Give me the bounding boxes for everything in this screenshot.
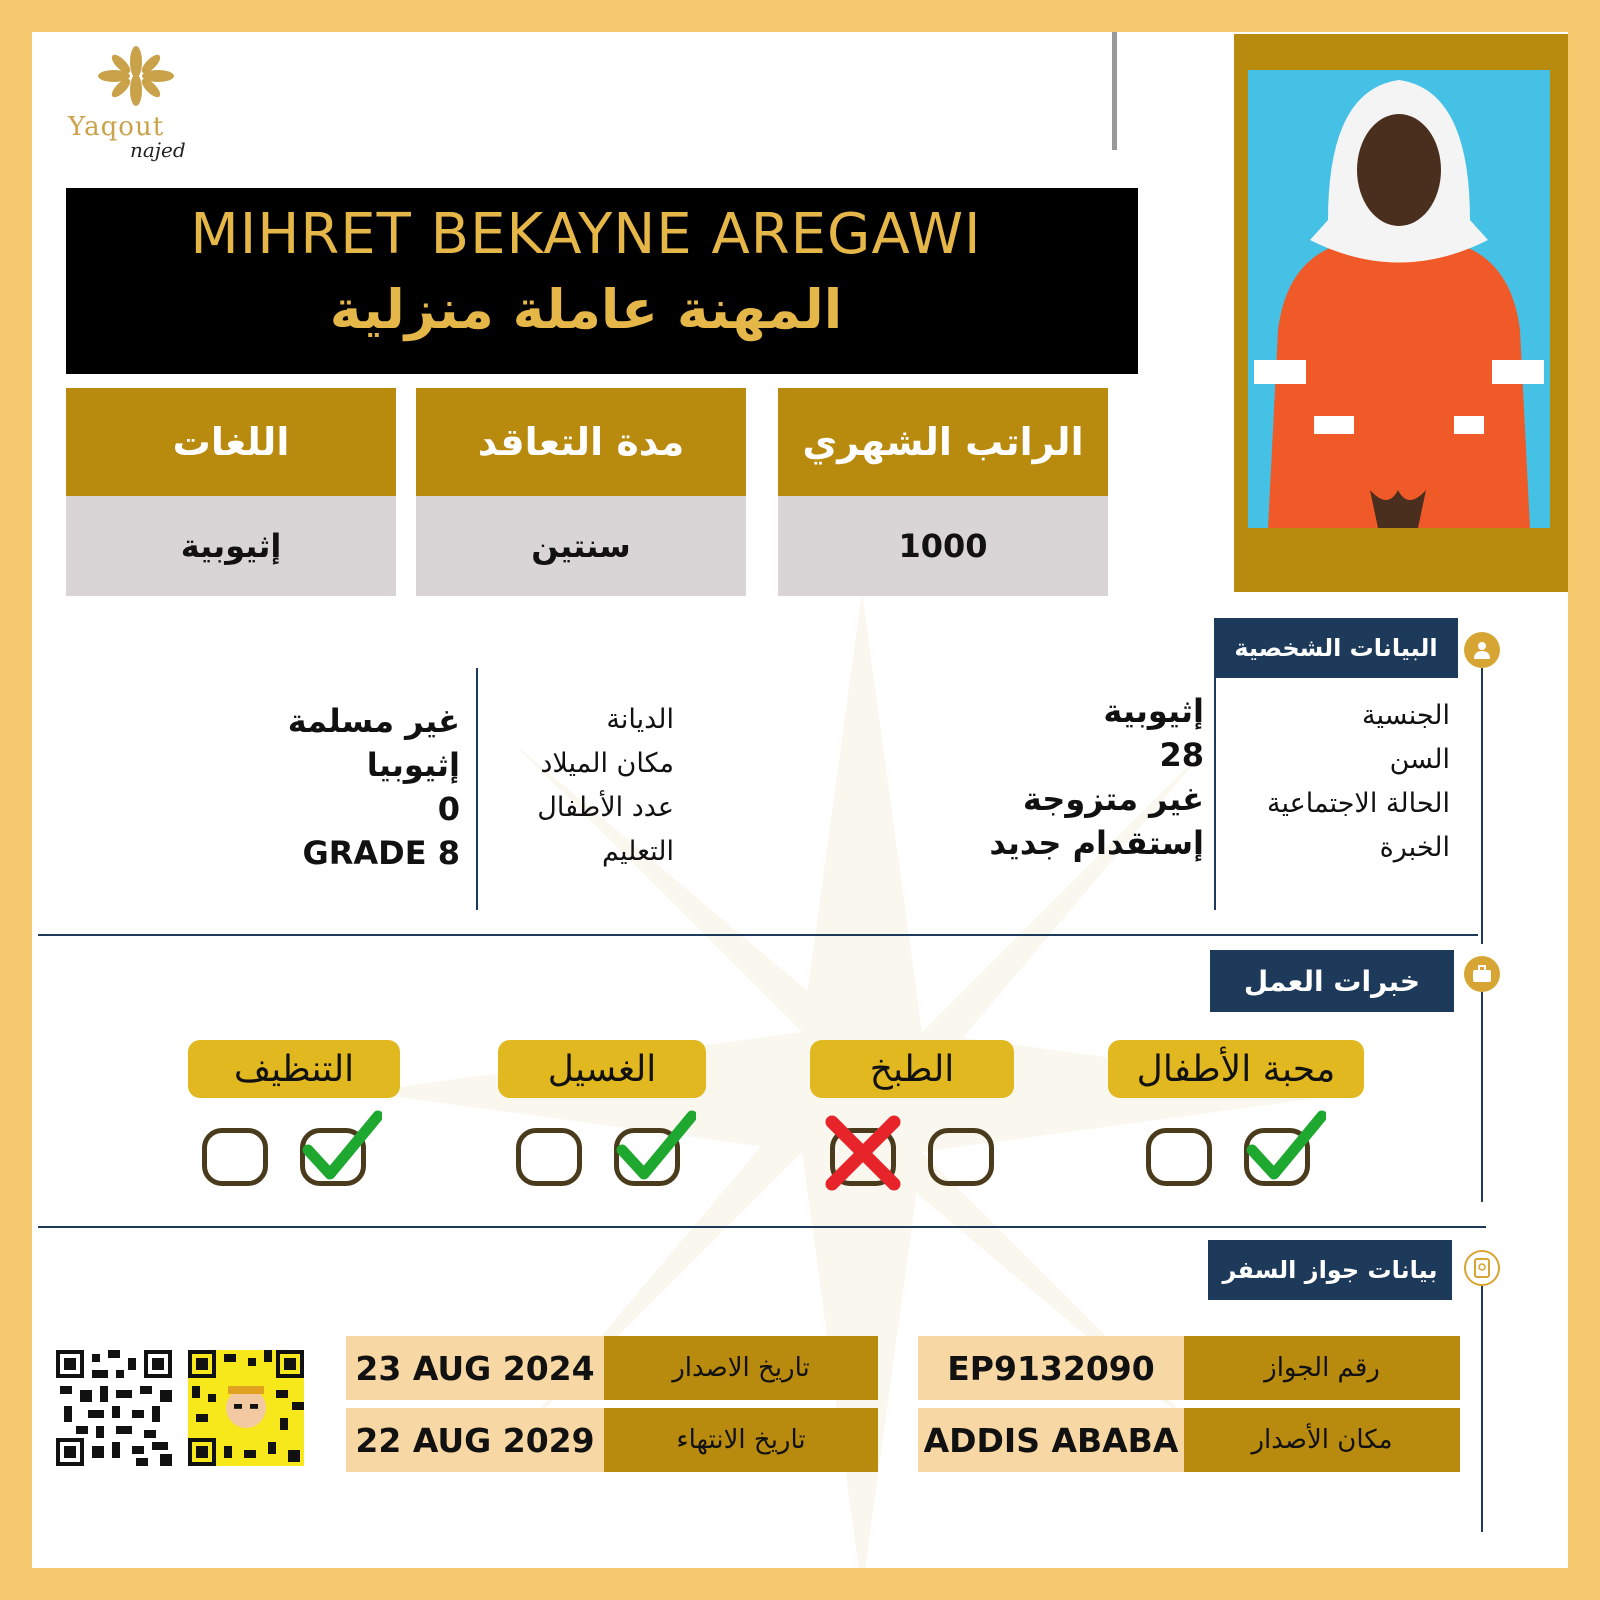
check-mark-icon (302, 1110, 382, 1182)
skill-cooking-yes-box (928, 1128, 994, 1186)
brand-name: Yaqout (68, 112, 165, 142)
skill-cleaning-label: التنظيف (188, 1040, 400, 1098)
issue-place: ADDIS ABABA (918, 1408, 1184, 1472)
column-divider (1214, 678, 1216, 910)
children-label: عدد الأطفال (537, 792, 674, 823)
qr-code-icon[interactable] (56, 1350, 172, 1466)
issue-date-label: تاريخ الاصدار (604, 1336, 878, 1400)
brand-sub: najed (130, 138, 186, 162)
timeline-line (1481, 992, 1483, 1202)
nationality-label: الجنسية (1361, 700, 1450, 731)
passport-number-label: رقم الجواز (1184, 1336, 1460, 1400)
passport-number: EP9132090 (918, 1336, 1184, 1400)
skill-cooking-label: الطبخ (810, 1040, 1014, 1098)
cross-mark-icon (824, 1114, 902, 1192)
work-section-title: خبرات العمل (1210, 950, 1454, 1012)
user-icon (1464, 632, 1500, 668)
occupation: المهنة عاملة منزلية (329, 278, 843, 341)
photo-frame (1234, 34, 1568, 592)
education-value: GRADE 8 (302, 834, 460, 872)
qr-code-icon[interactable] (188, 1350, 304, 1466)
section-separator (38, 934, 1478, 936)
skill-washing-no-box (516, 1128, 582, 1186)
skill-childcare-label: محبة الأطفال (1108, 1040, 1364, 1098)
contract-value: سنتين (416, 496, 746, 596)
marital-value: غير متزوجة (1022, 780, 1204, 818)
salary-value: 1000 (778, 496, 1108, 596)
divider (1112, 32, 1117, 150)
passport-section-title: بيانات جواز السفر (1208, 1240, 1452, 1300)
experience-label: الخبرة (1379, 832, 1450, 863)
children-value: 0 (437, 790, 460, 828)
contract-header: مدة التعاقد (416, 388, 746, 496)
personal-section-title: البيانات الشخصية (1214, 618, 1458, 678)
experience-value: إستقدام جديد (989, 824, 1204, 862)
cv-card (32, 32, 1568, 1568)
section-separator (38, 1226, 1486, 1228)
expiry-date-label: تاريخ الانتهاء (604, 1408, 878, 1472)
birthplace-value: إثيوبيا (366, 746, 460, 784)
issue-place-label: مكان الأصدار (1184, 1408, 1460, 1472)
name-banner (66, 188, 1138, 374)
issue-date: 23 AUG 2024 (346, 1336, 604, 1400)
timeline-line (1481, 668, 1483, 944)
candidate-name: MIHRET BEKAYNE AREGAWI (190, 202, 982, 267)
skill-cleaning-no-box (202, 1128, 268, 1186)
check-mark-icon (1246, 1110, 1326, 1182)
passport-icon (1464, 1250, 1500, 1286)
salary-header: الراتب الشهري (778, 388, 1108, 496)
skill-childcare-no-box (1146, 1128, 1212, 1186)
expiry-date: 22 AUG 2029 (346, 1408, 604, 1472)
timeline-line (1481, 1286, 1483, 1532)
languages-value: إثيوبية (66, 496, 396, 596)
skill-washing-label: الغسيل (498, 1040, 706, 1098)
birthplace-label: مكان الميلاد (540, 748, 674, 779)
check-mark-icon (616, 1110, 696, 1182)
candidate-photo (1248, 70, 1550, 528)
logo-flower-icon (94, 44, 178, 108)
marital-label: الحالة الاجتماعية (1267, 788, 1450, 819)
nationality-value: إثيوبية (1103, 692, 1204, 730)
age-value: 28 (1159, 736, 1204, 774)
column-divider (476, 668, 478, 910)
religion-label: الديانة (606, 704, 674, 735)
languages-header: اللغات (66, 388, 396, 496)
person-silhouette-icon (1248, 70, 1550, 528)
age-label: السن (1389, 744, 1450, 775)
briefcase-icon (1464, 956, 1500, 992)
religion-value: غير مسلمة (287, 702, 460, 740)
education-label: التعليم (602, 836, 674, 867)
